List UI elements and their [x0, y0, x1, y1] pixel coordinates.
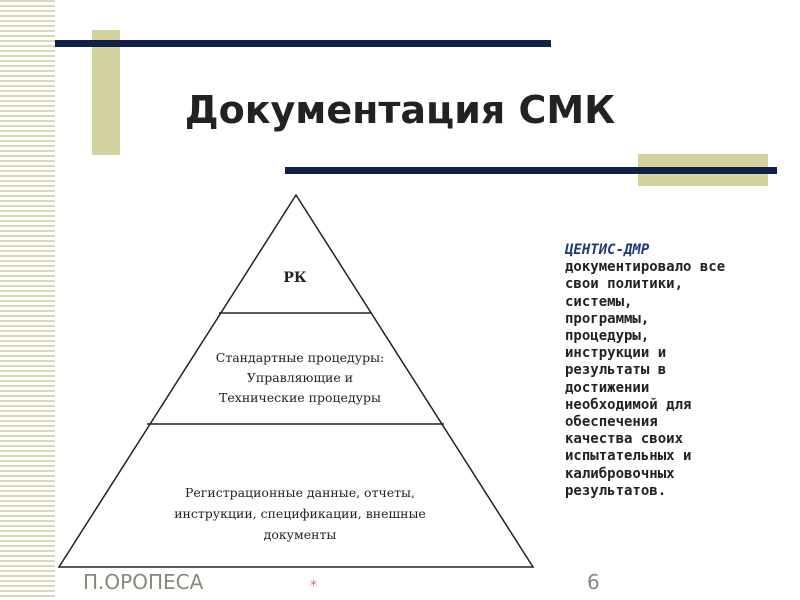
side-description — [565, 242, 765, 500]
description-line: системы, — [565, 293, 633, 310]
description-line: свои политики, — [565, 276, 684, 293]
slide-title: Документация СМК — [184, 88, 616, 132]
pyramid-tier-top — [240, 270, 350, 286]
description-line: результатов. — [565, 482, 667, 499]
description-line: достижении — [565, 379, 650, 396]
tier-line: Технические процедуры — [219, 390, 381, 405]
tier-line: Управляющие и — [246, 370, 354, 385]
tier-line: документы — [263, 527, 337, 542]
description-line: процедуры, — [565, 328, 650, 345]
description-line: документировало все — [565, 259, 726, 276]
tier-line: Регистрационные данные, отчеты, — [185, 485, 415, 500]
organization-name: ЦЕНТИС-ДМР — [565, 242, 650, 258]
description-line: инструкции и — [565, 345, 667, 362]
description-line: испытательных и — [565, 448, 692, 465]
description-line: программы, — [565, 310, 650, 327]
tier-line: инструкции, спецификации, внешные — [174, 506, 426, 521]
description-line: калибровочных — [565, 465, 675, 482]
description-line: необходимой для — [565, 396, 692, 413]
page-number: 6 — [587, 570, 600, 594]
tier-line: Стандартные процедуры: — [215, 350, 385, 365]
description-line: результаты в — [565, 362, 667, 379]
pyramid-tier-bottom — [130, 482, 470, 545]
footer-author: П.ОРОПЕСА — [83, 570, 204, 594]
tier-line: РК — [283, 270, 307, 286]
pyramid-tier-middle — [185, 348, 415, 408]
description-line: качества своих — [565, 431, 684, 448]
description-line: обеспечения — [565, 414, 658, 431]
footer-marker: * — [310, 578, 317, 594]
